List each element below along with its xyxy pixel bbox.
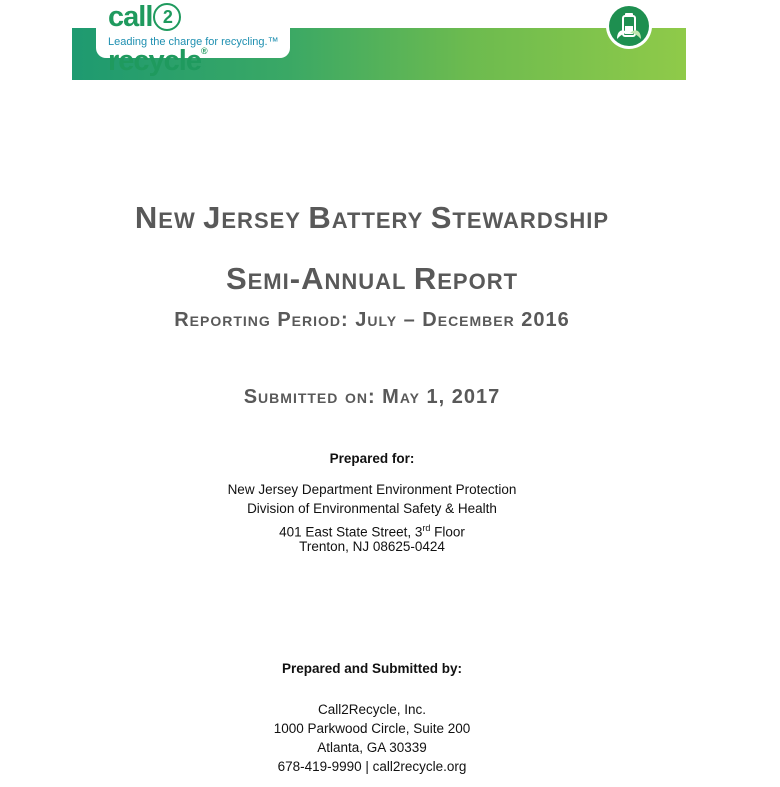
logo-text-a: call <box>108 1 153 33</box>
logo-tagline: Leading the charge for recycling.™ <box>108 36 279 48</box>
title-line-1 <box>0 200 744 236</box>
prepared-for-city: Trenton, NJ 08625-0424 <box>299 539 445 554</box>
title-word-report: Report <box>413 261 519 296</box>
prepared-for-division: Division of Environmental Safety & Health <box>247 501 497 516</box>
title-word-semi-annual: Semi-Annual <box>225 261 407 296</box>
prepared-by-company: Call2Recycle, Inc. <box>317 702 427 717</box>
prepared-for-org: New Jersey Department Environment Protection <box>227 482 517 497</box>
prepared-for-label: Prepared for: <box>329 451 415 466</box>
logo-text-b: recycle <box>108 45 201 77</box>
prepared-by-label: Prepared and Submitted by: <box>281 661 463 676</box>
title-word-jersey: Jersey <box>203 200 301 235</box>
prepared-for-street: 401 East State Street, 3rd Floor <box>279 523 465 540</box>
title-word-battery: Battery <box>308 200 424 235</box>
title-word-new: New <box>134 200 196 235</box>
submitted-on: Submitted on: May 1, 2017 <box>243 386 501 408</box>
battery-leaf-icon <box>609 6 649 46</box>
reporting-period: Reporting Period: July – December 2016 <box>174 309 570 331</box>
title-line-2 <box>0 261 744 297</box>
prepared-by-city: Atlanta, GA 30339 <box>317 740 427 755</box>
prepared-by-contact: 678-419-9990 | call2recycle.org <box>277 759 467 774</box>
logo-registered-mark: ® <box>201 46 207 56</box>
logo-two-circle: 2 <box>153 3 181 31</box>
title-word-stewardship: Stewardship <box>430 200 610 235</box>
prepared-by-street: 1000 Parkwood Circle, Suite 200 <box>273 721 471 736</box>
